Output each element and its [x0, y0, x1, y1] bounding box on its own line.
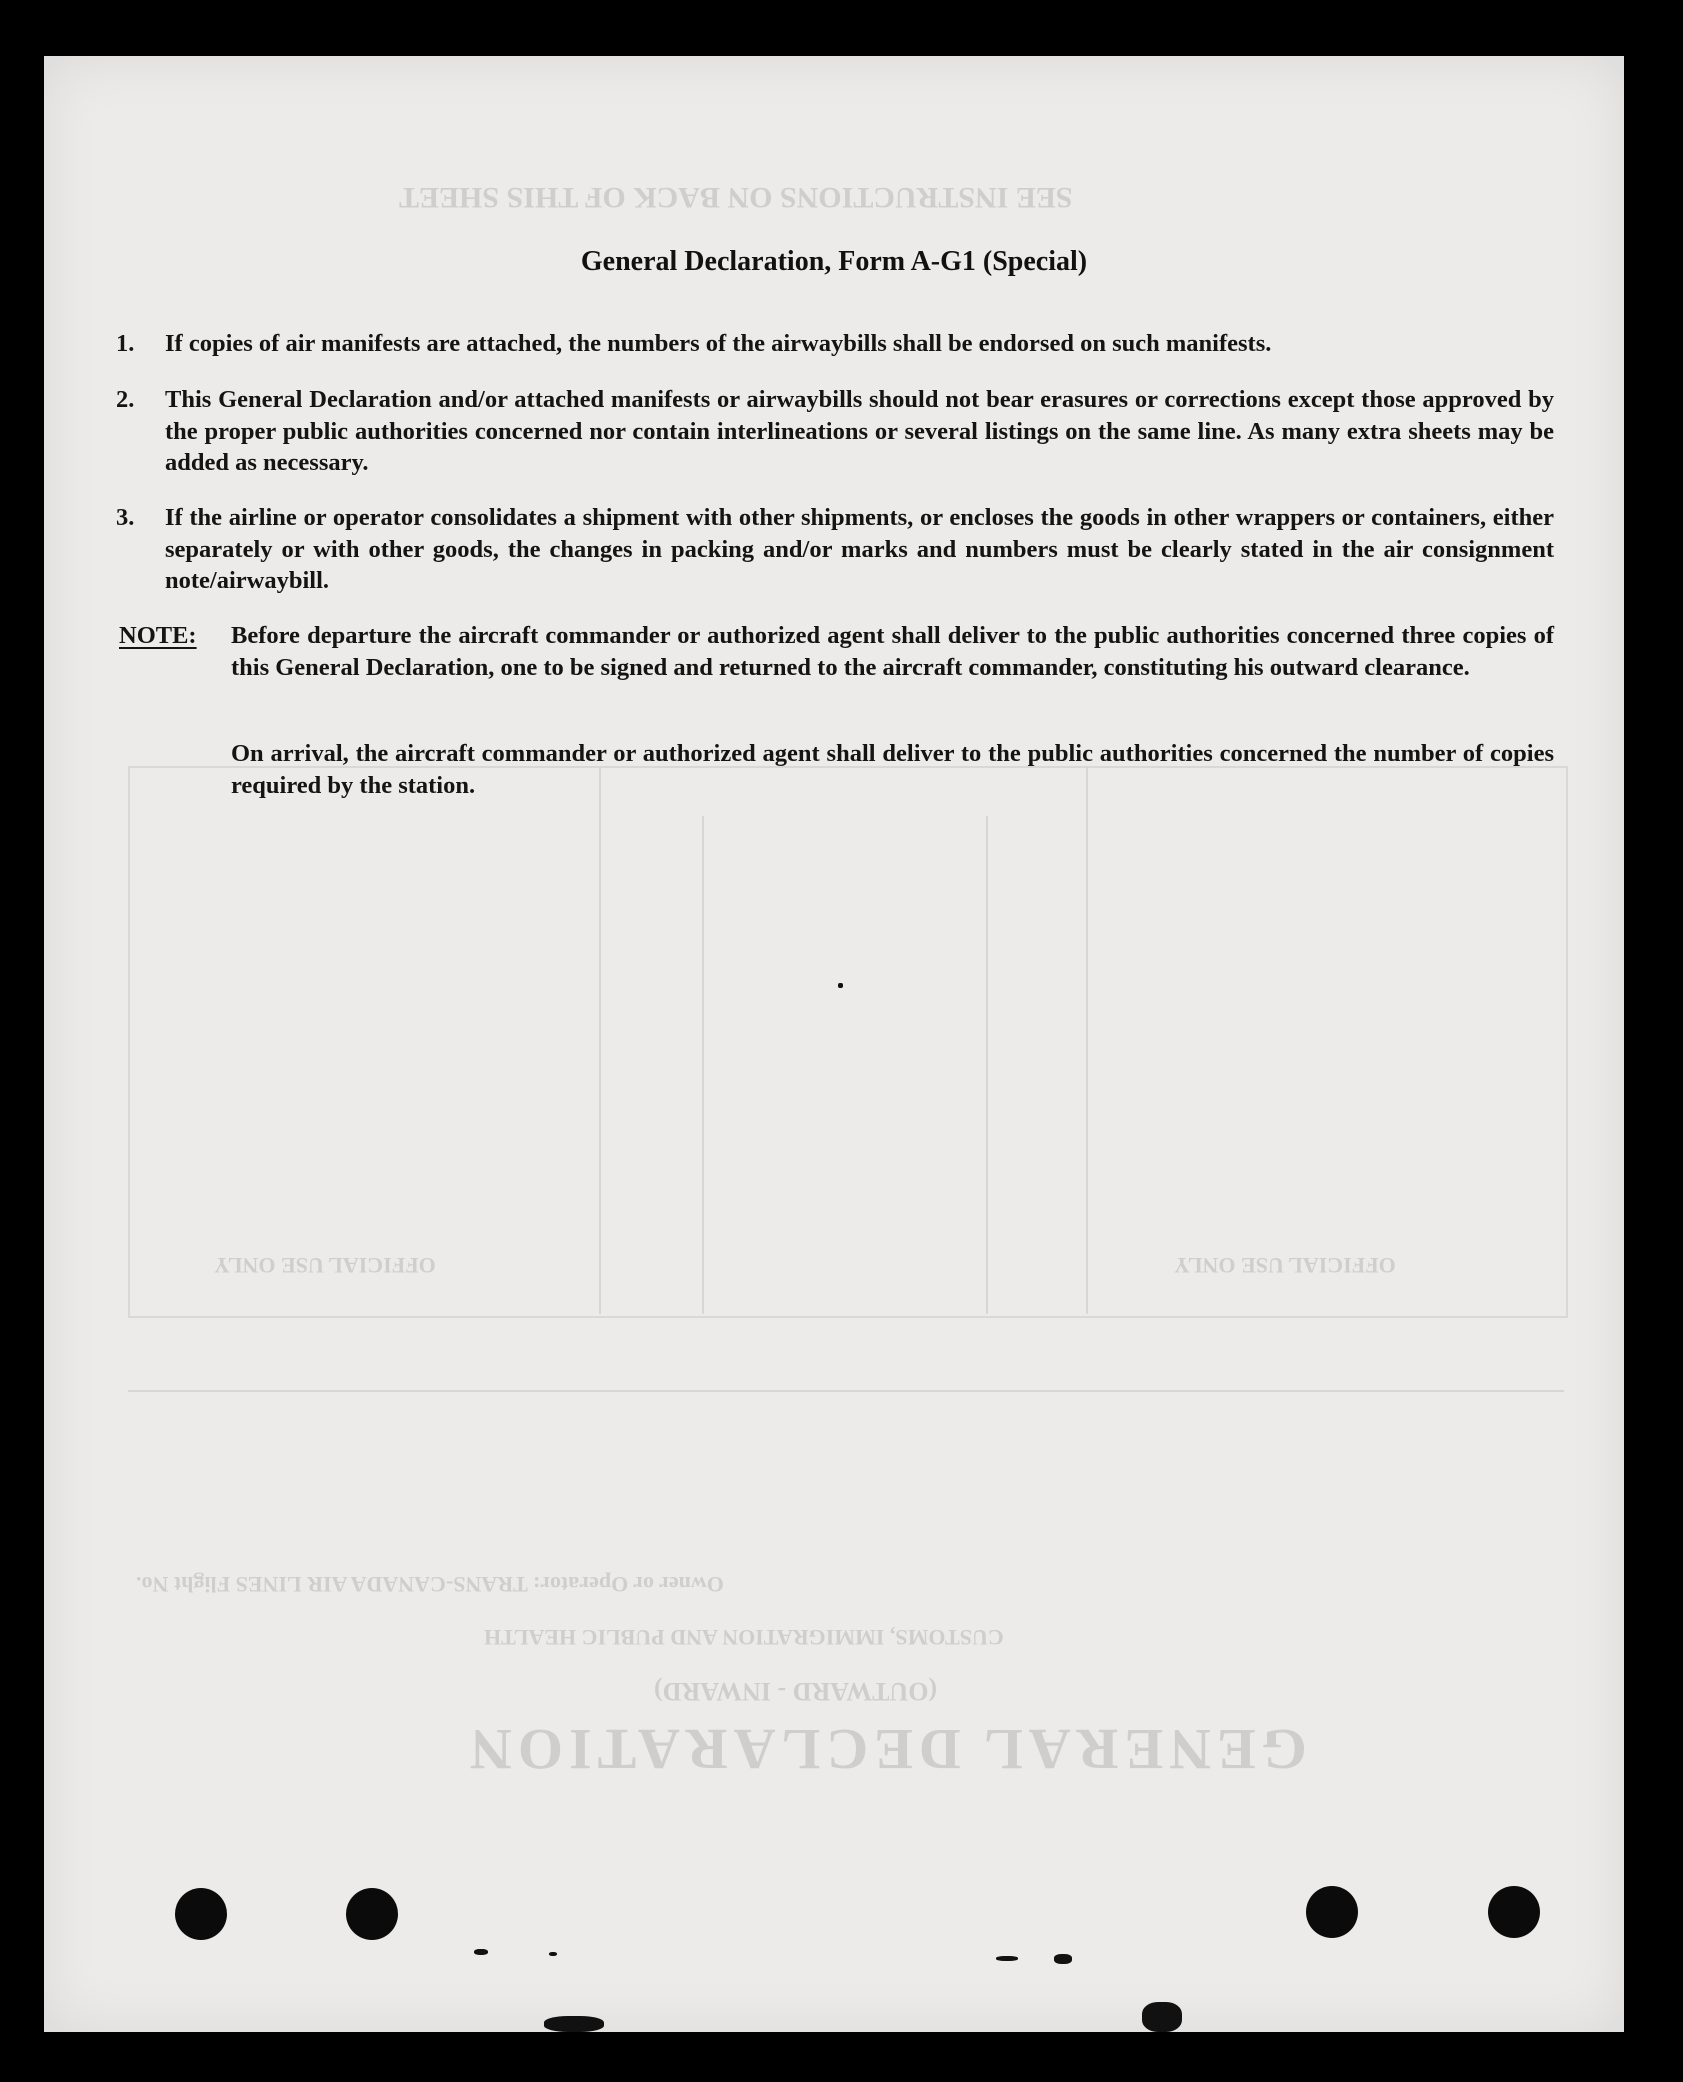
scan-speck [549, 1952, 557, 1956]
instruction-number: 2. [116, 386, 135, 413]
scan-speck [996, 1956, 1018, 1961]
bleed-through-rule [128, 1390, 1564, 1392]
bleed-through-big-title: GENERAL DECLARATION [464, 1717, 1307, 1782]
instruction-number: 3. [116, 504, 135, 531]
scan-speck [474, 1949, 488, 1955]
bleed-through-subtitle: (OUTWARD - INWARD) [654, 1677, 938, 1706]
bleed-through-table-divider-4 [1086, 766, 1088, 1314]
instruction-number: 1. [116, 330, 135, 357]
bleed-through-table-divider-3 [986, 816, 988, 1314]
punch-hole-4 [1488, 1886, 1540, 1938]
instruction-text: If copies of air manifests are attached, the numbers of the airwaybills shall be endorsed on such manifests. [165, 330, 1272, 357]
note-label: NOTE: [119, 622, 197, 649]
instruction-item-1 [116, 328, 1554, 360]
punch-hole-1 [175, 1888, 227, 1940]
instruction-item-2 [116, 384, 1554, 479]
scan-speck [838, 983, 843, 988]
bleed-through-official-left: OFFICIAL USE ONLY [214, 1253, 436, 1278]
note-paragraph-arrival: On arrival, the aircraft commander or authorized agent shall deliver to the public authorities concerned the number of copies required by the station. [231, 740, 1554, 799]
instruction-item-3 [116, 502, 1554, 597]
instruction-text: If the airline or operator consolidates a shipment with other shipments, or encloses the goods in other wrappers or containers, either separately or with other goods, the changes in packing and/or marks and numbers must be clearly stated in the air consignment note/airwaybill. [165, 504, 1554, 594]
bleed-through-table-frame [128, 766, 1568, 1318]
punch-hole-3 [1306, 1886, 1358, 1938]
scan-speck [544, 2016, 604, 2032]
punch-hole-2 [346, 1888, 398, 1940]
note-paragraph-departure: Before departure the aircraft commander or authorized agent shall deliver to the public authorities concerned three copies of this General Declaration, one to be signed and returned to the aircraft commander, constituting his outward clearance. [231, 622, 1554, 681]
page-title: General Declaration, Form A-G1 (Special) [580, 246, 1088, 277]
scan-speck [1142, 2002, 1182, 2032]
bleed-through-operator-line: Owner or Operator: TRANS-CANADA AIR LINES Flight No. [136, 1572, 724, 1597]
instruction-text: This General Declaration and/or attached manifests or airwaybills should not bear erasures or corrections except those approved by the proper public authorities concerned nor contain interlineations or several listings on the same line. As many extra sheets may be added as necessary. [165, 386, 1554, 476]
bleed-through-table-divider-2 [702, 816, 704, 1314]
bleed-through-table-divider-1 [599, 766, 601, 1314]
bleed-through-official-right: OFFICIAL USE ONLY [1174, 1253, 1396, 1278]
bleed-through-agency-line: CUSTOMS, IMMIGRATION AND PUBLIC HEALTH [484, 1625, 1004, 1650]
document-page [44, 56, 1624, 2032]
bleed-through-heading: SEE INSTRUCTIONS ON BACK OF THIS SHEET [399, 181, 1073, 214]
scan-speck [1054, 1954, 1072, 1964]
